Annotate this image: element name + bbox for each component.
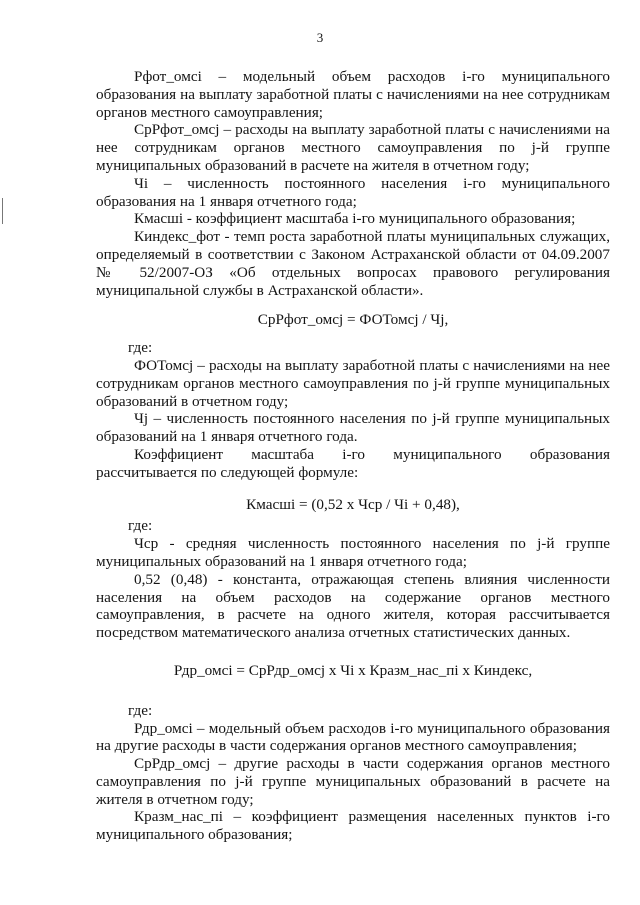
scan-edge-mark [2, 198, 3, 224]
paragraph-kmassh-intro: Коэффициент масштаба i-го муниципального образования рассчитывается по следующей формуле: [96, 445, 610, 481]
formula-srrfot-omsj: СрРфот_омсj = ФОТомсj / Чj, [257, 311, 449, 329]
definition-constant: 0,52 (0,48) - константа, отражающая степень влияния численности населения на объем расходов на содержание органов местного самоуправления, в расчете на одного жителя, которая рассчитывается посредством математического анализа отчетных статистических данных. [96, 570, 610, 642]
document-body [96, 68, 610, 844]
definition-chi: Чi – численность постоянного населения i-го муниципального образования на 1 января отчетного года; [96, 174, 610, 210]
page-number: 3 [316, 30, 324, 45]
formula-rdr-omsi: Рдр_омсi = СрРдр_омсj х Чi х Кразм_нас_пi х Киндекс, [173, 661, 533, 679]
where-label: где: [128, 701, 153, 719]
definition-fotomsj: ФОТомсj – расходы на выплату заработной платы с начислениями на нее сотрудникам органов местного самоуправления по j-й группе муниципальных образований в отчетном году; [96, 356, 610, 410]
definition-chj: Чj – численность постоянного населения по j-й группе муниципальных образований на 1 января отчетного года. [96, 410, 610, 446]
where-label: где: [128, 339, 153, 357]
formula-kmasshi: Кмасшi = (0,52 х Чср / Чi + 0,48), [246, 495, 460, 513]
definition-chsr: Чср - средняя численность постоянного населения по j-й группе муниципальных образований на 1 января отчетного года; [96, 535, 610, 570]
definition-krazm-nas-pi: Кразм_нас_пi – коэффициент размещения населенных пунктов i-го муниципального образования; [96, 808, 610, 844]
definition-srrdr-omsj: СрРдр_омсj – другие расходы в части содержания органов местного самоуправления по j-й группе муниципальных образований в расчете на жителя в отчетном году; [96, 755, 610, 808]
definition-kmasshi: Кмасшi - коэффициент масштаба i-го муниципального образования; [134, 210, 576, 228]
where-label: где: [128, 517, 153, 535]
definition-srrfot-omsj: СрРфот_омсj – расходы на выплату заработной платы с начислениями на нее сотрудникам органов местного самоуправления по j-й группе муниципальных образований в расчете на жителя в отчетном году; [96, 121, 610, 174]
definition-rfot-omsi: Рфот_омсi – модельный объем расходов i-го муниципального образования на выплату заработной платы с начислениями на нее сотрудникам органов местного самоуправления; [96, 68, 610, 121]
definition-rdr-omsi: Рдр_омсi – модельный объем расходов i-го муниципального образования на другие расходы в части содержания органов местного самоуправления; [96, 719, 610, 755]
definition-kindeks-fot: Киндекс_фот - темп роста заработной платы муниципальных служащих, определяемый в соответствии с Законом Астраханской области от 04.09.2007 № 52/2007-ОЗ «Об отдельных вопросах правового регулирования муниципальной службы в Астраханской области». [96, 228, 610, 299]
